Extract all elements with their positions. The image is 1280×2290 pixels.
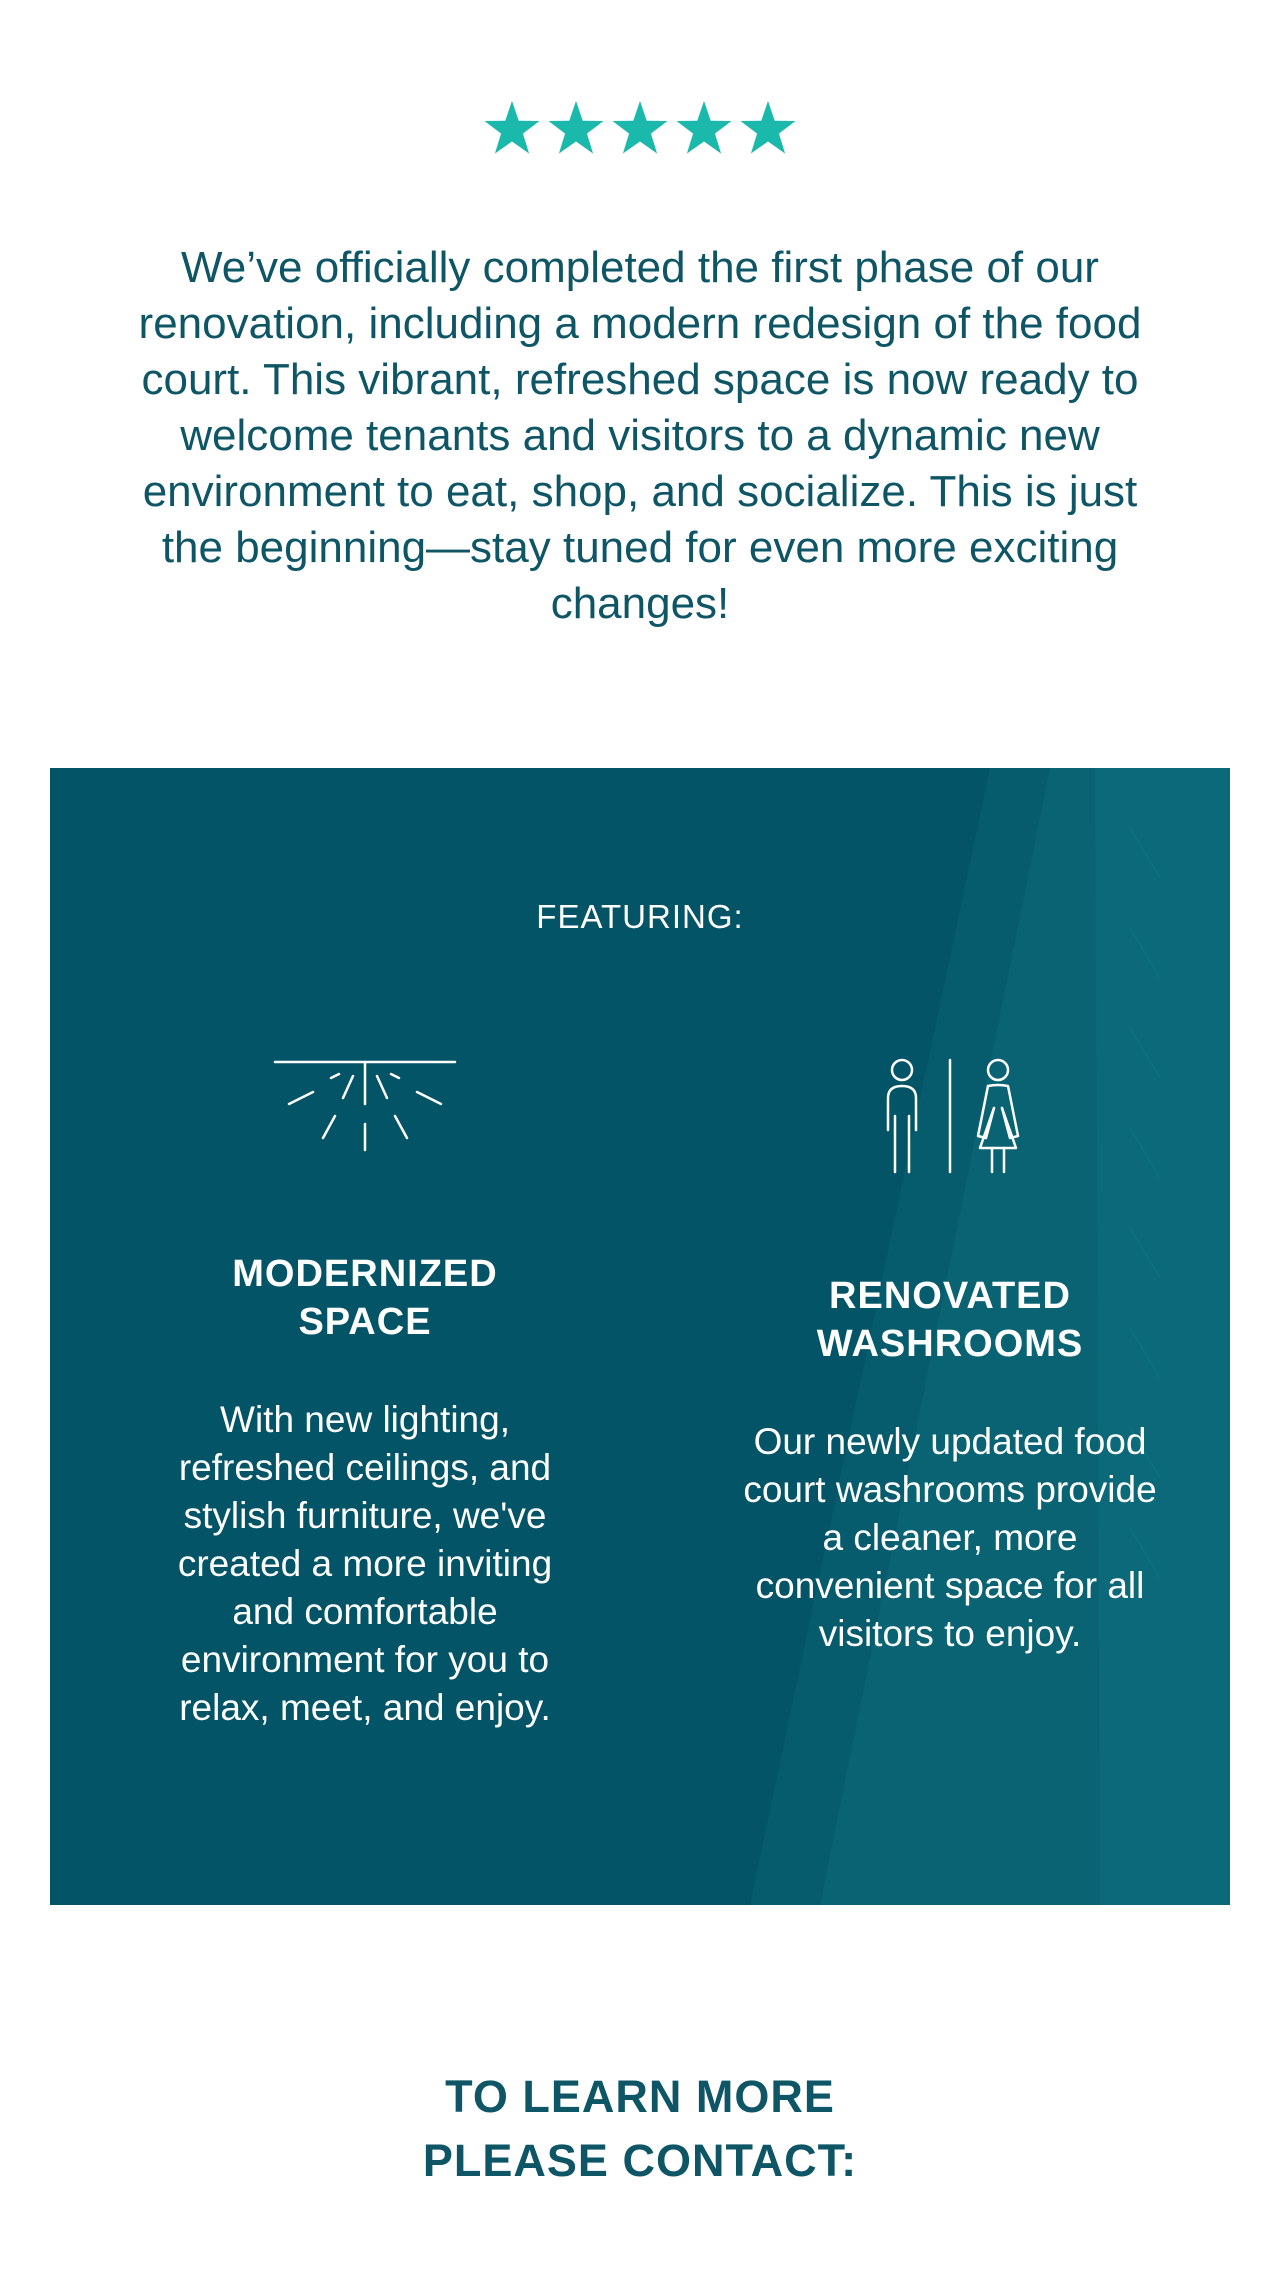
contact-heading-line-1: TO LEARN MORE: [445, 2071, 835, 2122]
intro-paragraph: We’ve officially completed the first phase of our renovation, including a modern redesign of the food court. This vibrant, refreshed space is now ready to welcome tenants and visitors to a dynamic new environment to eat, shop, and socialize. This is just the beginning—stay tuned for even more exciting changes!: [138, 243, 1142, 628]
featuring-heading: FEATURING:: [536, 898, 744, 935]
star-icon: [611, 100, 669, 158]
feature-description: Our newly updated food court washrooms provide a cleaner, more convenient space for all visitors to enjoy.: [743, 1421, 1157, 1654]
contact-heading-line-2: PLEASE CONTACT:: [422, 2135, 858, 2186]
ceiling-light-icon: [273, 1058, 457, 1154]
star-icon: [739, 100, 797, 158]
feature-title: RENOVATED WASHROOMS: [816, 1275, 1084, 1365]
star-icon: [483, 100, 541, 158]
washroom-icon: [870, 1058, 1030, 1176]
contact-heading: [0, 2065, 1280, 2193]
rating-stars: [0, 100, 1280, 158]
feature-modernized-space: [125, 1058, 605, 1732]
featuring-panel: [50, 768, 1230, 1905]
star-icon: [675, 100, 733, 158]
feature-title: MODERNIZED SPACE: [232, 1253, 498, 1343]
star-icon: [547, 100, 605, 158]
feature-description: With new lighting, refreshed ceilings, and stylish furniture, we've created a more inviting and comfortable environment for you to relax, meet, and enjoy.: [177, 1399, 553, 1728]
feature-renovated-washrooms: [710, 1058, 1190, 1658]
